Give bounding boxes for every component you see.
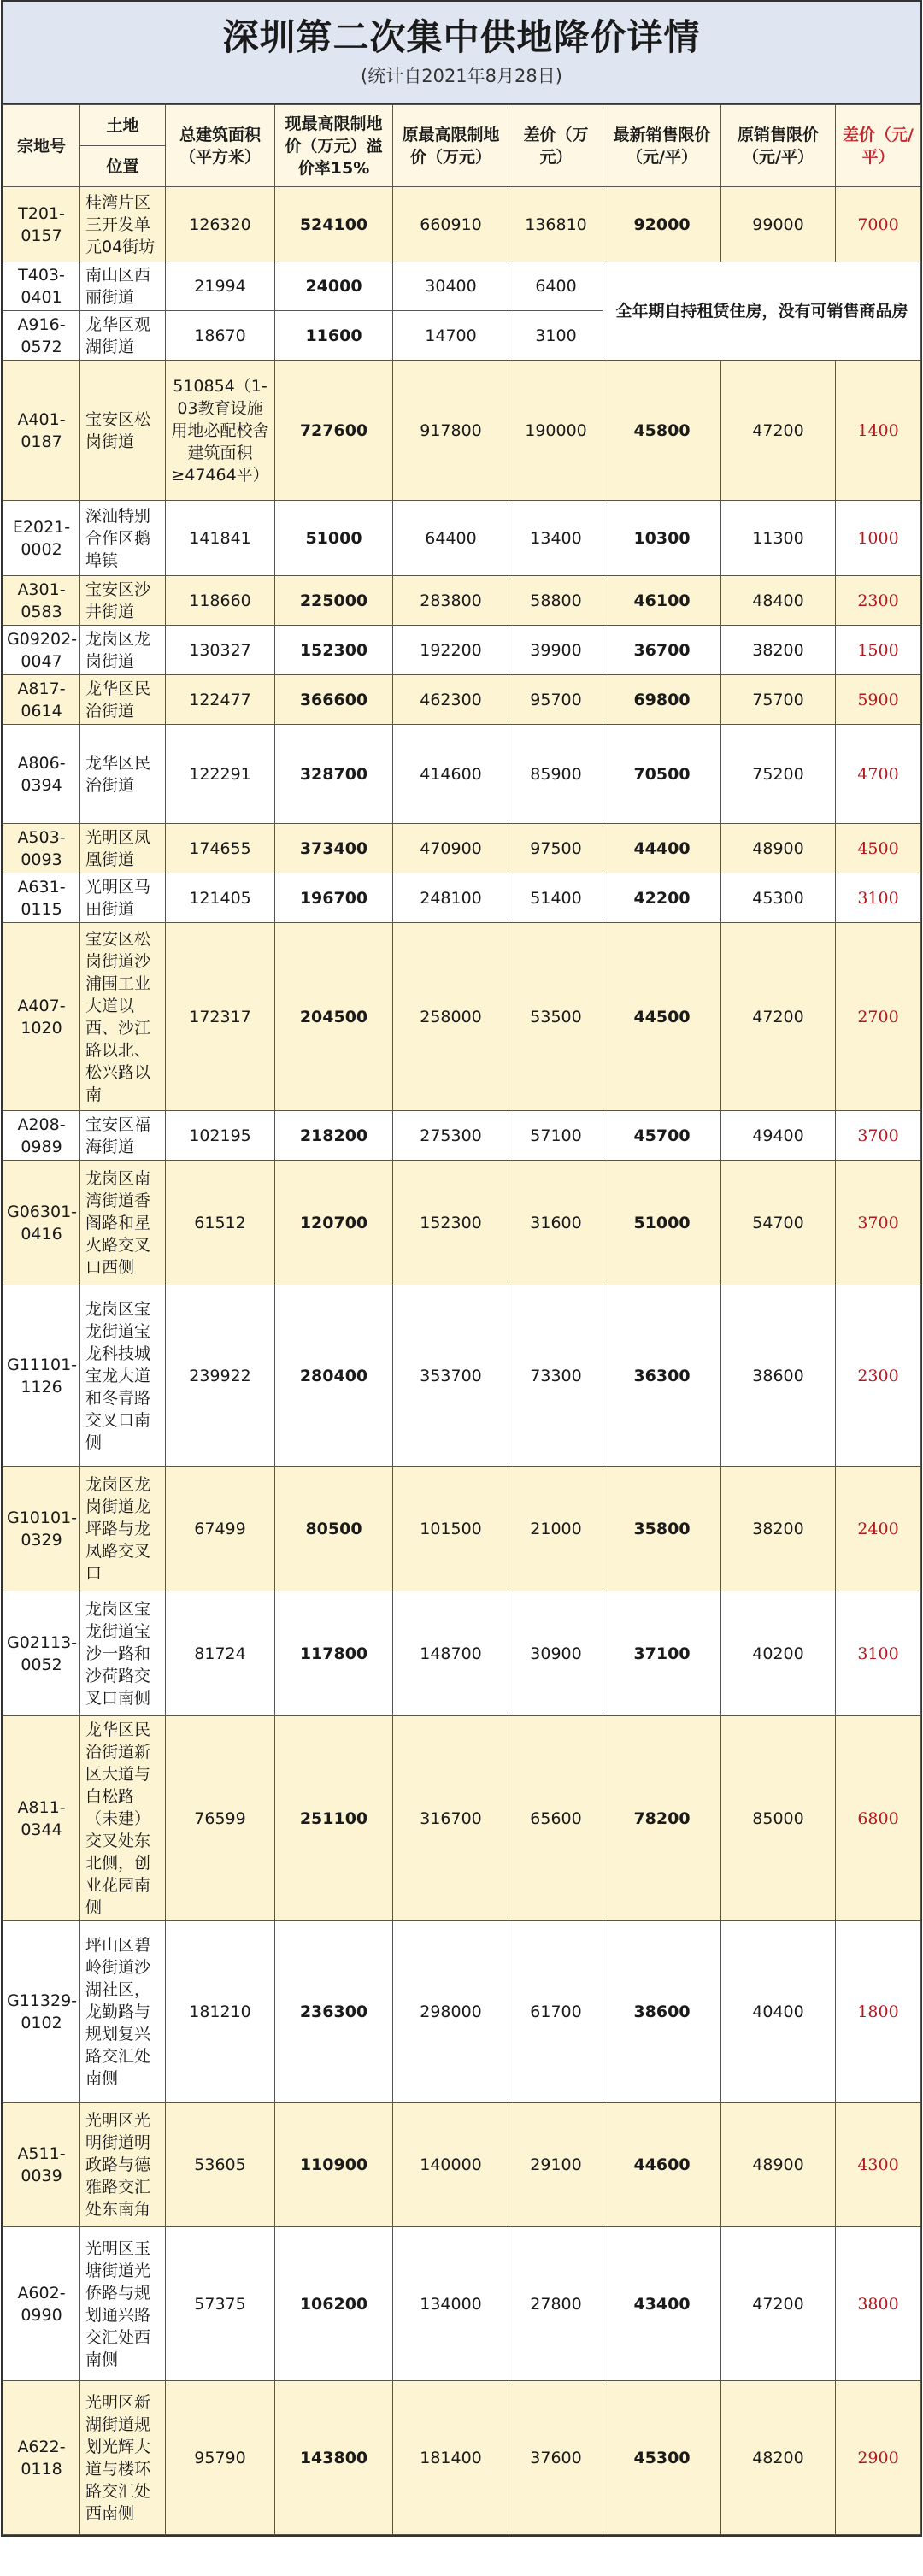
cell-sale-diff: 1500 — [836, 626, 921, 675]
cell-original-sale-price: 38200 — [721, 626, 836, 675]
cell-new-sale-price: 51000 — [603, 1161, 721, 1285]
table-row — [3, 361, 921, 501]
cell-original-sale-price: 45300 — [721, 873, 836, 923]
table-row — [3, 2227, 921, 2381]
table-row — [3, 1921, 921, 2103]
cell-new-sale-price: 37100 — [603, 1591, 721, 1716]
table-row — [3, 501, 921, 576]
table-row — [3, 824, 921, 873]
cell-current-price: 204500 — [275, 923, 393, 1111]
cell-area: 102195 — [166, 1111, 275, 1161]
cell-original-sale-price: 54700 — [721, 1161, 836, 1285]
cell-area: 172317 — [166, 923, 275, 1111]
cell-new-sale-price: 92000 — [603, 187, 721, 262]
cell-location: 宝安区沙井街道 — [80, 576, 166, 626]
cell-diff: 3100 — [509, 311, 603, 361]
cell-new-sale-price: 36300 — [603, 1285, 721, 1467]
cell-area: 239922 — [166, 1285, 275, 1467]
table-row — [3, 1716, 921, 1921]
cell-new-sale-price: 69800 — [603, 675, 721, 725]
cell-original-price: 14700 — [393, 311, 509, 361]
cell-current-price: 143800 — [275, 2381, 393, 2535]
cell-code: G11101-1126 — [3, 1285, 80, 1467]
cell-diff: 53500 — [509, 923, 603, 1111]
cell-original-sale-price: 40200 — [721, 1591, 836, 1716]
cell-sale-diff: 1800 — [836, 1921, 921, 2103]
cell-original-sale-price: 75200 — [721, 725, 836, 824]
cell-code: A602-0990 — [3, 2227, 80, 2381]
cell-new-sale-price: 10300 — [603, 501, 721, 576]
cell-original-price: 258000 — [393, 923, 509, 1111]
cell-area: 126320 — [166, 187, 275, 262]
cell-new-sale-price: 45300 — [603, 2381, 721, 2535]
table-row — [3, 675, 921, 725]
cell-location: 龙岗区宝龙街道宝龙科技城宝龙大道和冬青路交叉口南侧 — [80, 1285, 166, 1467]
cell-sale-diff: 7000 — [836, 187, 921, 262]
cell-original-sale-price: 40400 — [721, 1921, 836, 2103]
cell-original-price: 140000 — [393, 2103, 509, 2227]
cell-location: 龙华区民治街道新区大道与白松路（未建）交叉处东北侧，创业花园南侧 — [80, 1716, 166, 1921]
cell-area: 53605 — [166, 2103, 275, 2227]
cell-current-price: 80500 — [275, 1467, 393, 1591]
cell-area: 81724 — [166, 1591, 275, 1716]
cell-area: 18670 — [166, 311, 275, 361]
cell-original-sale-price: 38200 — [721, 1467, 836, 1591]
cell-location: 深汕特别合作区鹅埠镇 — [80, 501, 166, 576]
cell-area: 95790 — [166, 2381, 275, 2535]
cell-diff: 61700 — [509, 1921, 603, 2103]
cell-diff: 39900 — [509, 626, 603, 675]
cell-code: A806-0394 — [3, 725, 80, 824]
cell-location: 桂湾片区三开发单元04街坊 — [80, 187, 166, 262]
cell-current-price: 196700 — [275, 873, 393, 923]
cell-original-price: 298000 — [393, 1921, 509, 2103]
cell-current-price: 120700 — [275, 1161, 393, 1285]
cell-code: G06301-0416 — [3, 1161, 80, 1285]
cell-new-sale-price: 35800 — [603, 1467, 721, 1591]
header-location: 位置 — [80, 146, 166, 187]
cell-location: 光明区凤凰街道 — [80, 824, 166, 873]
cell-original-price: 462300 — [393, 675, 509, 725]
cell-sale-diff: 4700 — [836, 725, 921, 824]
cell-original-price: 181400 — [393, 2381, 509, 2535]
cell-diff: 190000 — [509, 361, 603, 501]
header-original-price: 原最高限制地价（万元） — [393, 105, 509, 187]
cell-original-sale-price: 85000 — [721, 1716, 836, 1921]
cell-location: 龙华区民治街道 — [80, 675, 166, 725]
header-code: 宗地号 — [3, 105, 80, 187]
cell-current-price: 251100 — [275, 1716, 393, 1921]
cell-area: 121405 — [166, 873, 275, 923]
table-row — [3, 262, 921, 311]
cell-new-sale-price: 45800 — [603, 361, 721, 501]
cell-code: A208-0989 — [3, 1111, 80, 1161]
cell-sale-diff: 3800 — [836, 2227, 921, 2381]
cell-new-sale-price: 70500 — [603, 725, 721, 824]
cell-diff: 85900 — [509, 725, 603, 824]
cell-diff: 97500 — [509, 824, 603, 873]
header-current-price: 现最高限制地价（万元）溢价率15% — [275, 105, 393, 187]
land-price-table — [3, 104, 921, 2535]
cell-area: 181210 — [166, 1921, 275, 2103]
cell-new-sale-price: 36700 — [603, 626, 721, 675]
cell-sale-diff: 3100 — [836, 1591, 921, 1716]
table-row — [3, 923, 921, 1111]
cell-original-sale-price: 47200 — [721, 361, 836, 501]
cell-diff: 51400 — [509, 873, 603, 923]
cell-code: A511-0039 — [3, 2103, 80, 2227]
cell-new-sale-price: 42200 — [603, 873, 721, 923]
cell-current-price: 373400 — [275, 824, 393, 873]
cell-sale-diff: 5900 — [836, 675, 921, 725]
cell-location: 宝安区松岗街道沙浦围工业大道以西、沙江路以北、松兴路以南 — [80, 923, 166, 1111]
table-row — [3, 1591, 921, 1716]
self-hold-note: 全年期自持租赁住房，没有可销售商品房 — [603, 262, 921, 361]
header-sale-diff: 差价（元/平） — [836, 105, 921, 187]
cell-current-price: 366600 — [275, 675, 393, 725]
cell-current-price: 727600 — [275, 361, 393, 501]
cell-code: T403-0401 — [3, 262, 80, 311]
cell-diff: 13400 — [509, 501, 603, 576]
table-row — [3, 626, 921, 675]
cell-original-sale-price: 48200 — [721, 2381, 836, 2535]
cell-new-sale-price: 45700 — [603, 1111, 721, 1161]
table-row — [3, 1161, 921, 1285]
cell-current-price: 218200 — [275, 1111, 393, 1161]
cell-location: 南山区西丽街道 — [80, 262, 166, 311]
cell-original-sale-price: 48400 — [721, 576, 836, 626]
cell-code: G02113-0052 — [3, 1591, 80, 1716]
table-row — [3, 2381, 921, 2535]
cell-current-price: 11600 — [275, 311, 393, 361]
cell-code: A301-0583 — [3, 576, 80, 626]
cell-new-sale-price: 78200 — [603, 1716, 721, 1921]
cell-sale-diff: 1000 — [836, 501, 921, 576]
cell-current-price: 524100 — [275, 187, 393, 262]
cell-location: 龙岗区龙岗街道龙坪路与龙凤路交叉口 — [80, 1467, 166, 1591]
cell-sale-diff: 4500 — [836, 824, 921, 873]
cell-sale-diff: 2700 — [836, 923, 921, 1111]
cell-original-price: 470900 — [393, 824, 509, 873]
cell-sale-diff: 2900 — [836, 2381, 921, 2535]
cell-diff: 29100 — [509, 2103, 603, 2227]
cell-new-sale-price: 44400 — [603, 824, 721, 873]
cell-code: A503-0093 — [3, 824, 80, 873]
cell-current-price: 225000 — [275, 576, 393, 626]
cell-area: 118660 — [166, 576, 275, 626]
cell-original-price: 101500 — [393, 1467, 509, 1591]
cell-area: 21994 — [166, 262, 275, 311]
header-area: 总建筑面积（平方米） — [166, 105, 275, 187]
header-original-sale-price: 原销售限价（元/平） — [721, 105, 836, 187]
cell-area: 510854（1-03教育设施用地必配校舍建筑面积≥47464平） — [166, 361, 275, 501]
header-land: 土地 — [80, 105, 166, 146]
cell-original-sale-price: 49400 — [721, 1111, 836, 1161]
table-body — [3, 187, 921, 2535]
cell-area: 67499 — [166, 1467, 275, 1591]
cell-original-sale-price: 48900 — [721, 2103, 836, 2227]
cell-sale-diff: 4300 — [836, 2103, 921, 2227]
cell-location: 宝安区松岗街道 — [80, 361, 166, 501]
cell-location: 龙华区观湖街道 — [80, 311, 166, 361]
cell-original-price: 283800 — [393, 576, 509, 626]
cell-location: 龙华区民治街道 — [80, 725, 166, 824]
cell-original-sale-price: 75700 — [721, 675, 836, 725]
cell-current-price: 328700 — [275, 725, 393, 824]
cell-code: G10101-0329 — [3, 1467, 80, 1591]
cell-area: 174655 — [166, 824, 275, 873]
cell-sale-diff: 3700 — [836, 1161, 921, 1285]
cell-code: A622-0118 — [3, 2381, 80, 2535]
cell-current-price: 117800 — [275, 1591, 393, 1716]
cell-diff: 65600 — [509, 1716, 603, 1921]
cell-location: 龙岗区南湾街道香阁路和星火路交叉口西侧 — [80, 1161, 166, 1285]
cell-code: A811-0344 — [3, 1716, 80, 1921]
cell-diff: 27800 — [509, 2227, 603, 2381]
cell-code: A631-0115 — [3, 873, 80, 923]
cell-original-price: 148700 — [393, 1591, 509, 1716]
cell-current-price: 24000 — [275, 262, 393, 311]
page-title: 深圳第二次集中供地降价详情 — [222, 16, 701, 58]
cell-code: A401-0187 — [3, 361, 80, 501]
cell-diff: 31600 — [509, 1161, 603, 1285]
cell-diff: 73300 — [509, 1285, 603, 1467]
cell-original-sale-price: 99000 — [721, 187, 836, 262]
cell-location: 龙岗区龙岗街道 — [80, 626, 166, 675]
cell-original-price: 660910 — [393, 187, 509, 262]
cell-sale-diff: 2300 — [836, 1285, 921, 1467]
cell-sale-diff: 1400 — [836, 361, 921, 501]
cell-current-price: 110900 — [275, 2103, 393, 2227]
price-table-page — [1, 0, 922, 2537]
cell-code: G09202-0047 — [3, 626, 80, 675]
cell-diff: 30900 — [509, 1591, 603, 1716]
table-row — [3, 725, 921, 824]
cell-code: T201-0157 — [3, 187, 80, 262]
cell-original-sale-price: 47200 — [721, 2227, 836, 2381]
title-block — [3, 2, 920, 104]
cell-location: 光明区马田街道 — [80, 873, 166, 923]
cell-diff: 136810 — [509, 187, 603, 262]
table-row — [3, 873, 921, 923]
cell-area: 141841 — [166, 501, 275, 576]
cell-sale-diff: 3100 — [836, 873, 921, 923]
cell-new-sale-price: 38600 — [603, 1921, 721, 2103]
header-diff: 差价（万元） — [509, 105, 603, 187]
table-row — [3, 1285, 921, 1467]
cell-original-price: 414600 — [393, 725, 509, 824]
cell-sale-diff: 2400 — [836, 1467, 921, 1591]
cell-area: 122477 — [166, 675, 275, 725]
table-row — [3, 1111, 921, 1161]
cell-code: A407-1020 — [3, 923, 80, 1111]
cell-area: 61512 — [166, 1161, 275, 1285]
header-new-sale-price: 最新销售限价（元/平） — [603, 105, 721, 187]
table-row — [3, 1467, 921, 1591]
cell-original-price: 30400 — [393, 262, 509, 311]
cell-new-sale-price: 46100 — [603, 576, 721, 626]
cell-location: 光明区光明街道明政路与德雅路交汇处东南角 — [80, 2103, 166, 2227]
cell-diff: 21000 — [509, 1467, 603, 1591]
cell-sale-diff: 6800 — [836, 1716, 921, 1921]
cell-diff: 57100 — [509, 1111, 603, 1161]
cell-location: 光明区新湖街道规划光辉大道与楼环路交汇处西南侧 — [80, 2381, 166, 2535]
cell-original-price: 64400 — [393, 501, 509, 576]
cell-new-sale-price: 44500 — [603, 923, 721, 1111]
cell-new-sale-price: 43400 — [603, 2227, 721, 2381]
cell-current-price: 51000 — [275, 501, 393, 576]
cell-sale-diff: 3700 — [836, 1111, 921, 1161]
cell-original-price: 192200 — [393, 626, 509, 675]
cell-code: A817-0614 — [3, 675, 80, 725]
cell-original-sale-price: 11300 — [721, 501, 836, 576]
cell-original-price: 248100 — [393, 873, 509, 923]
table-row — [3, 576, 921, 626]
cell-code: E2021-0002 — [3, 501, 80, 576]
cell-location: 宝安区福海街道 — [80, 1111, 166, 1161]
cell-original-price: 134000 — [393, 2227, 509, 2381]
table-row — [3, 2103, 921, 2227]
cell-location: 坪山区碧岭街道沙湖社区，龙勤路与规划复兴路交汇处南侧 — [80, 1921, 166, 2103]
cell-current-price: 152300 — [275, 626, 393, 675]
cell-original-price: 353700 — [393, 1285, 509, 1467]
cell-original-sale-price: 48900 — [721, 824, 836, 873]
cell-original-sale-price: 38600 — [721, 1285, 836, 1467]
cell-sale-diff: 2300 — [836, 576, 921, 626]
cell-diff: 6400 — [509, 262, 603, 311]
cell-original-price: 316700 — [393, 1716, 509, 1921]
cell-area: 130327 — [166, 626, 275, 675]
cell-original-price: 275300 — [393, 1111, 509, 1161]
cell-original-price: 152300 — [393, 1161, 509, 1285]
cell-code: G11329-0102 — [3, 1921, 80, 2103]
cell-original-sale-price: 47200 — [721, 923, 836, 1111]
cell-diff: 37600 — [509, 2381, 603, 2535]
cell-current-price: 236300 — [275, 1921, 393, 2103]
cell-diff: 95700 — [509, 675, 603, 725]
cell-area: 122291 — [166, 725, 275, 824]
cell-original-price: 917800 — [393, 361, 509, 501]
cell-area: 57375 — [166, 2227, 275, 2381]
cell-current-price: 280400 — [275, 1285, 393, 1467]
cell-area: 76599 — [166, 1716, 275, 1921]
page-subtitle: (统计自2021年8月28日) — [361, 66, 562, 86]
cell-current-price: 106200 — [275, 2227, 393, 2381]
cell-code: A916-0572 — [3, 311, 80, 361]
cell-new-sale-price: 44600 — [603, 2103, 721, 2227]
table-row — [3, 187, 921, 262]
cell-diff: 58800 — [509, 576, 603, 626]
cell-location: 光明区玉塘街道光侨路与规划通兴路交汇处西南侧 — [80, 2227, 166, 2381]
cell-location: 龙岗区宝龙街道宝沙一路和沙荷路交叉口南侧 — [80, 1591, 166, 1716]
